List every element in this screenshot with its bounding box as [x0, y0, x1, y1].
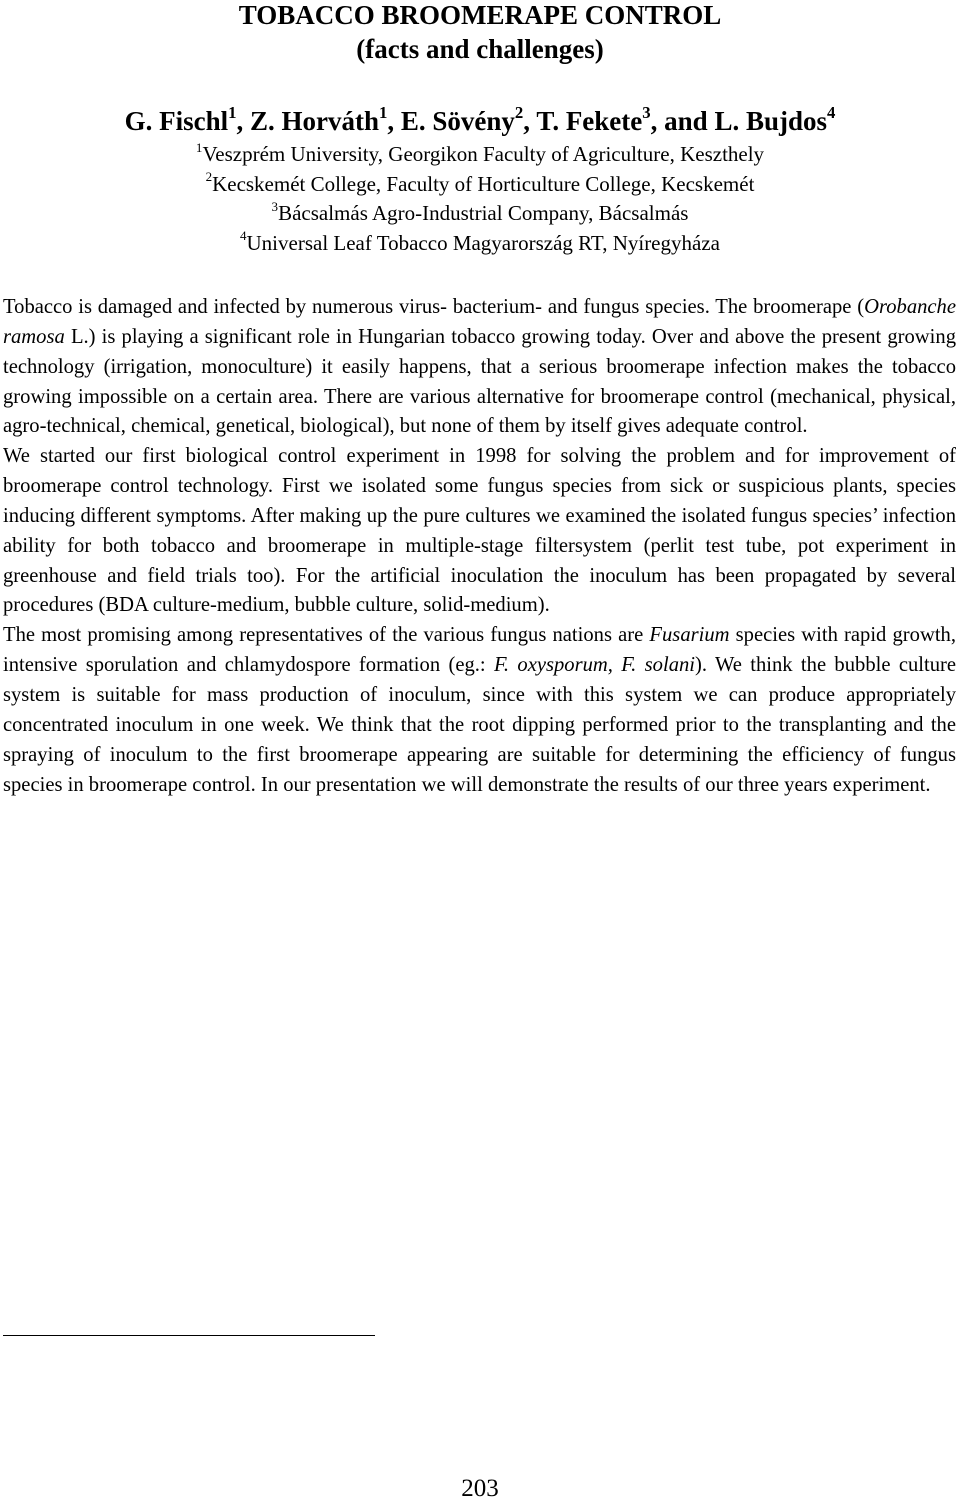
affiliation-text: Bácsalmás Agro-Industrial Company, Bácsalmás: [278, 201, 689, 225]
affiliation-text: Universal Leaf Tobacco Magyarország RT, Nyíregyháza: [246, 230, 720, 255]
author-affiliation-mark: 1: [228, 103, 237, 123]
author-separator: ,: [236, 106, 250, 136]
species-name: Orobanche ramosa: [3, 296, 956, 348]
paragraph-text: The most promising among representatives of the various fungus nations are: [3, 624, 650, 647]
affiliation-line: [0, 229, 960, 259]
author-name: G. Fischl: [124, 106, 229, 136]
affiliation-mark: 4: [240, 228, 247, 244]
affiliation-line: [0, 170, 960, 200]
affiliation-mark: 1: [195, 139, 203, 155]
species-names: F. oxysporum, F. solani: [493, 654, 696, 677]
affiliation-line: [0, 140, 960, 170]
affiliation-text: Veszprém University, Georgikon Faculty of Agriculture, Keszthely: [202, 142, 765, 166]
page-number: 203: [461, 1475, 499, 1502]
abstract-paragraph-2: We started our first biological control experiment in 1998 for solving the problem and for improvement of broomerape control technology. First we isolated some fungus species from sick or suspicious plants, species inducing different symptoms. After making up the pure cultures we examined the isolated fungus species’ infection ability for both tobacco and broomerape in multiple-stage filtersystem (perlit test tube, pot experiment in greenhouse and field trials too). For the artificial inoculation the inoculum has been propagated by several procedures (BDA culture-medium, bubble culture, solid-medium).: [3, 445, 956, 617]
paragraph-text: ). We think the bubble culture system is suitable for mass production of inoculum, since with this system we can produce appropriately concentrated inoculum in one week. We think that the root dipping performed prior to the transplanting and the spraying of inoculum to the first broomerape appearing are suitable for determining the efficiency of fungus species in broomerape control. In our presentation we will demonstrate the results of our three years experiment.: [3, 654, 956, 796]
affiliation-mark: 2: [205, 169, 213, 185]
paragraph-text: species with rapid growth, intensive sporulation and chlamydospore formation (eg.:: [3, 624, 956, 677]
author-name: T. Fekete: [536, 106, 643, 136]
abstract-body: [3, 293, 956, 800]
author-separator: ,: [523, 106, 537, 136]
title-line-1: TOBACCO BROOMERAPE CONTROL: [238, 0, 722, 30]
affiliation-mark: 3: [271, 198, 279, 214]
affiliation-list: [0, 140, 960, 258]
author-name: Z. Horváth: [250, 106, 380, 136]
footnote-separator: [3, 1335, 375, 1336]
title-line-2: (facts and challenges): [356, 34, 604, 64]
author-separator: , and: [650, 106, 715, 136]
paragraph-text: Tobacco is damaged and infected by numerous virus- bacterium- and fungus species. The broomerape (: [3, 296, 865, 318]
author-list: [0, 104, 960, 138]
author-affiliation-mark: 3: [642, 103, 651, 123]
author-separator: ,: [387, 106, 401, 136]
affiliation-line: [0, 199, 960, 229]
author-name: L. Bujdos: [714, 106, 828, 136]
paragraph-text: L.) is playing a significant role in Hungarian tobacco growing today. Over and above the present growing technology (irrigation, monoculture) it easily happens, that a serious broomerape infection makes the tobacco growing impossible on a certain area. There are various alternative for broomerape control (mechanical, physical, agro-technical, chemical, genetical, biological), but none of them by itself gives adequate control.: [3, 325, 956, 438]
paper-title: [0, 0, 960, 66]
author-affiliation-mark: 2: [514, 103, 524, 123]
affiliation-text: Kecskemét College, Faculty of Horticulture College, Kecskemét: [212, 171, 755, 196]
author-affiliation-mark: 4: [827, 103, 836, 123]
author-name: E. Sövény: [400, 106, 515, 136]
genus-name: Fusarium: [649, 624, 730, 647]
abstract-paragraph-1: [3, 293, 956, 442]
abstract-paragraph-3: [3, 621, 956, 800]
author-affiliation-mark: 1: [379, 103, 388, 123]
